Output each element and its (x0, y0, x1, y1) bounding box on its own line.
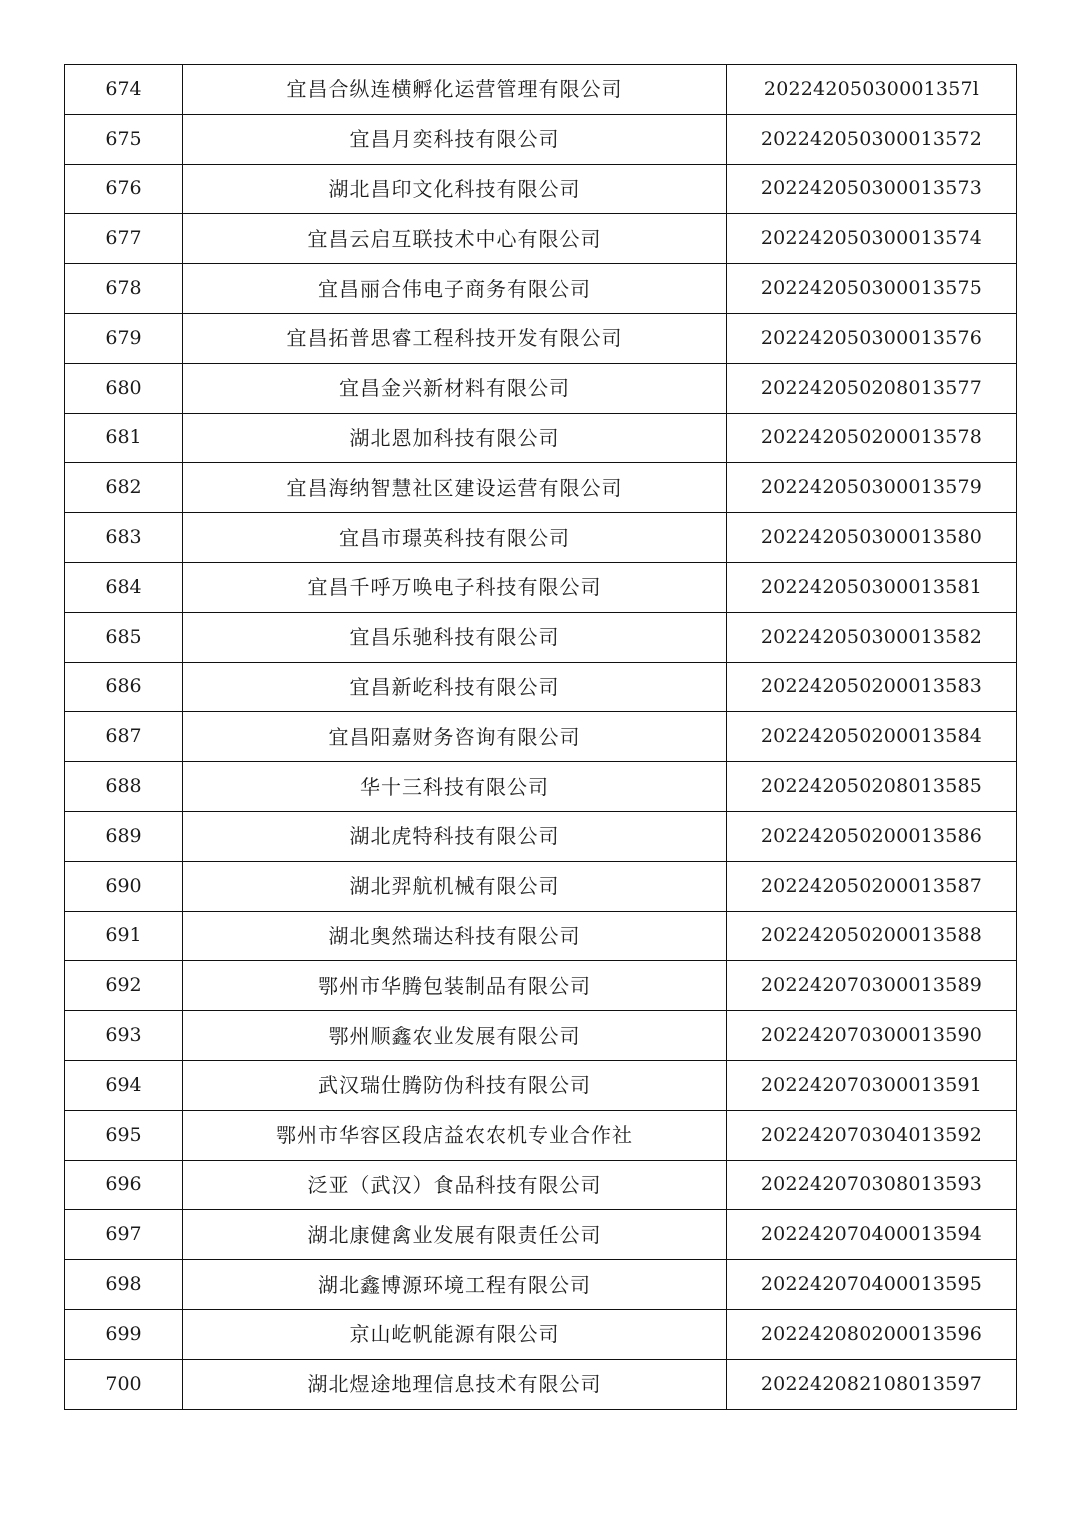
registration-code: 202242050200013586 (727, 811, 1017, 861)
row-number: 685 (65, 612, 183, 662)
table-row (65, 811, 1017, 861)
table-row (65, 1160, 1017, 1210)
row-number: 674 (65, 65, 183, 115)
registration-code: 202242050200013578 (727, 413, 1017, 463)
table-row (65, 65, 1017, 115)
table-row (65, 612, 1017, 662)
registration-code: 202242050300013574 (727, 214, 1017, 264)
company-name: 鄂州市华容区段店益农农机专业合作社 (183, 1110, 727, 1160)
registration-code: 202242070308013593 (727, 1160, 1017, 1210)
row-number: 681 (65, 413, 183, 463)
registration-code: 202242070400013594 (727, 1210, 1017, 1260)
registration-code: 202242050208013577 (727, 363, 1017, 413)
row-number: 699 (65, 1309, 183, 1359)
table-body (65, 65, 1017, 1410)
registration-code: 202242050300013575 (727, 264, 1017, 314)
table-row (65, 1060, 1017, 1110)
table-row (65, 413, 1017, 463)
company-name: 宜昌海纳智慧社区建设运营有限公司 (183, 463, 727, 513)
registration-code: 202242070400013595 (727, 1260, 1017, 1310)
table-row (65, 1359, 1017, 1409)
company-name: 鄂州顺鑫农业发展有限公司 (183, 1011, 727, 1061)
table-row (65, 463, 1017, 513)
table-row (65, 313, 1017, 363)
company-name: 宜昌合纵连横孵化运营管理有限公司 (183, 65, 727, 115)
registration-code: 202242050200013587 (727, 861, 1017, 911)
company-name: 泛亚（武汉）食品科技有限公司 (183, 1160, 727, 1210)
table-row (65, 164, 1017, 214)
company-name: 宜昌金兴新材料有限公司 (183, 363, 727, 413)
table-row (65, 363, 1017, 413)
company-name: 京山屹帆能源有限公司 (183, 1309, 727, 1359)
table-row (65, 1011, 1017, 1061)
row-number: 684 (65, 562, 183, 612)
company-name: 湖北康健禽业发展有限责任公司 (183, 1210, 727, 1260)
table-row (65, 911, 1017, 961)
row-number: 675 (65, 114, 183, 164)
row-number: 682 (65, 463, 183, 513)
row-number: 679 (65, 313, 183, 363)
company-name: 湖北煜途地理信息技术有限公司 (183, 1359, 727, 1409)
registration-code: 20224205030001357l (727, 65, 1017, 115)
row-number: 680 (65, 363, 183, 413)
table-row (65, 1260, 1017, 1310)
row-number: 696 (65, 1160, 183, 1210)
row-number: 700 (65, 1359, 183, 1409)
registration-code: 202242050300013576 (727, 313, 1017, 363)
registration-code: 202242082108013597 (727, 1359, 1017, 1409)
row-number: 690 (65, 861, 183, 911)
company-name: 湖北昌印文化科技有限公司 (183, 164, 727, 214)
company-name: 鄂州市华腾包装制品有限公司 (183, 961, 727, 1011)
company-name: 宜昌云启互联技术中心有限公司 (183, 214, 727, 264)
table-row (65, 861, 1017, 911)
table-row (65, 264, 1017, 314)
registration-code: 202242050200013584 (727, 712, 1017, 762)
company-name: 宜昌新屹科技有限公司 (183, 662, 727, 712)
company-name: 湖北羿航机械有限公司 (183, 861, 727, 911)
company-name: 宜昌市璟英科技有限公司 (183, 513, 727, 563)
row-number: 688 (65, 762, 183, 812)
row-number: 677 (65, 214, 183, 264)
registration-code: 202242050208013585 (727, 762, 1017, 812)
registration-code: 202242070300013589 (727, 961, 1017, 1011)
registration-code: 202242070300013590 (727, 1011, 1017, 1061)
table-row (65, 662, 1017, 712)
company-name: 宜昌月奕科技有限公司 (183, 114, 727, 164)
row-number: 689 (65, 811, 183, 861)
company-name: 华十三科技有限公司 (183, 762, 727, 812)
company-name: 宜昌丽合伟电子商务有限公司 (183, 264, 727, 314)
company-name: 宜昌乐驰科技有限公司 (183, 612, 727, 662)
table-row (65, 513, 1017, 563)
row-number: 676 (65, 164, 183, 214)
company-name: 湖北奥然瑞达科技有限公司 (183, 911, 727, 961)
table-row (65, 1110, 1017, 1160)
registration-code: 202242050300013580 (727, 513, 1017, 563)
company-name: 湖北恩加科技有限公司 (183, 413, 727, 463)
row-number: 686 (65, 662, 183, 712)
company-name: 湖北鑫博源环境工程有限公司 (183, 1260, 727, 1310)
row-number: 694 (65, 1060, 183, 1110)
row-number: 695 (65, 1110, 183, 1160)
table-row (65, 1309, 1017, 1359)
registration-code: 202242050300013582 (727, 612, 1017, 662)
row-number: 678 (65, 264, 183, 314)
registration-code: 202242050300013573 (727, 164, 1017, 214)
registration-code: 202242070304013592 (727, 1110, 1017, 1160)
company-name: 宜昌千呼万唤电子科技有限公司 (183, 562, 727, 612)
table-row (65, 961, 1017, 1011)
registration-code: 202242050300013581 (727, 562, 1017, 612)
registration-code: 202242050200013583 (727, 662, 1017, 712)
registration-code: 202242070300013591 (727, 1060, 1017, 1110)
company-name: 武汉瑞仕腾防伪科技有限公司 (183, 1060, 727, 1110)
company-name: 宜昌拓普思睿工程科技开发有限公司 (183, 313, 727, 363)
company-table (64, 64, 1017, 1410)
row-number: 693 (65, 1011, 183, 1061)
company-name: 宜昌阳嘉财务咨询有限公司 (183, 712, 727, 762)
row-number: 692 (65, 961, 183, 1011)
table-row (65, 562, 1017, 612)
company-name: 湖北虎特科技有限公司 (183, 811, 727, 861)
registration-code: 202242050300013572 (727, 114, 1017, 164)
registration-code: 202242050200013588 (727, 911, 1017, 961)
row-number: 691 (65, 911, 183, 961)
row-number: 687 (65, 712, 183, 762)
table-row (65, 762, 1017, 812)
registration-code: 202242080200013596 (727, 1309, 1017, 1359)
table-row (65, 114, 1017, 164)
table-row (65, 1210, 1017, 1260)
row-number: 683 (65, 513, 183, 563)
table-row (65, 712, 1017, 762)
row-number: 697 (65, 1210, 183, 1260)
row-number: 698 (65, 1260, 183, 1310)
registration-code: 202242050300013579 (727, 463, 1017, 513)
table-row (65, 214, 1017, 264)
